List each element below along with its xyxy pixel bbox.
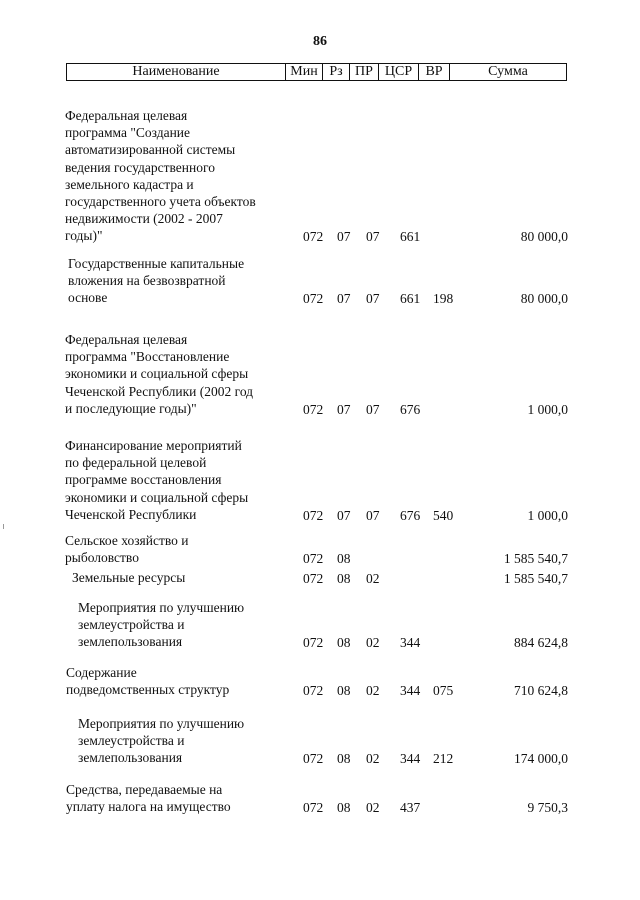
header-csr: ЦСР <box>379 64 419 80</box>
row-csr: 344 <box>400 682 421 698</box>
row-vr: 198 <box>433 290 454 306</box>
row-name: Средства, передаваемые на уплату налога на имущество <box>66 782 231 815</box>
row-name: Содержание подведомственных структур <box>66 665 230 698</box>
row-sum: 884 624,8 <box>514 634 568 650</box>
row-vr: 212 <box>433 750 454 766</box>
row-csr: 676 <box>400 507 421 523</box>
row-pr: 07 <box>366 401 380 417</box>
row-min: 072 <box>303 401 324 417</box>
table-row <box>0 569 640 587</box>
row-name: Земельные ресурсы <box>72 570 186 585</box>
page-number: 86 <box>313 34 327 49</box>
table-row <box>0 599 640 651</box>
row-name: Федеральная целевая программа "Создание автоматизированной системы ведения государственного земельного кадастра и государственного учета объектов недвижимости (2002 - 2007 годы)" <box>65 108 256 244</box>
row-name: Мероприятия по улучшению землеустройства и землепользования <box>78 600 245 650</box>
row-sum: 9 750,3 <box>527 799 568 815</box>
table-row <box>0 781 640 816</box>
row-sum: 1 000,0 <box>527 401 568 417</box>
table-row <box>0 331 640 418</box>
table-row <box>0 664 640 699</box>
row-pr: 02 <box>366 634 380 650</box>
row-sum: 80 000,0 <box>520 228 568 244</box>
row-rz: 07 <box>337 228 351 244</box>
row-sum: 1 000,0 <box>527 507 568 523</box>
table-header <box>66 63 567 81</box>
table-row <box>0 437 640 524</box>
header-sum: Сумма <box>488 64 528 79</box>
row-pr: 02 <box>366 799 380 815</box>
row-min: 072 <box>303 682 324 698</box>
row-name: Сельское хозяйство и рыболовство <box>65 533 189 566</box>
row-pr: 07 <box>366 290 380 306</box>
row-pr: 07 <box>366 228 380 244</box>
row-rz: 08 <box>337 682 351 698</box>
row-rz: 08 <box>337 634 351 650</box>
row-min: 072 <box>303 290 324 306</box>
row-min: 072 <box>303 750 324 766</box>
row-sum: 174 000,0 <box>514 750 568 766</box>
row-name: Мероприятия по улучшению землеустройства и землепользования <box>78 716 245 766</box>
row-csr: 344 <box>400 750 421 766</box>
row-rz: 07 <box>337 401 351 417</box>
row-rz: 08 <box>337 570 351 586</box>
row-vr: 075 <box>433 682 454 698</box>
row-rz: 07 <box>337 290 351 306</box>
row-csr: 676 <box>400 401 421 417</box>
row-pr: 02 <box>366 570 380 586</box>
table-row <box>0 532 640 567</box>
row-csr: 437 <box>400 799 421 815</box>
row-min: 072 <box>303 507 324 523</box>
scan-edge-mark <box>3 524 4 529</box>
table-row <box>0 107 640 245</box>
row-min: 072 <box>303 799 324 815</box>
header-pr: ПР <box>350 64 379 80</box>
row-min: 072 <box>303 550 324 566</box>
row-sum: 710 624,8 <box>514 682 568 698</box>
row-rz: 07 <box>337 507 351 523</box>
row-name: Федеральная целевая программа "Восстановление экономики и социальной сферы Чеченской Республики (2002 год и последующие годы)" <box>65 332 254 416</box>
row-min: 072 <box>303 634 324 650</box>
header-name: Наименование <box>67 64 286 80</box>
header-min: Мин <box>286 64 323 80</box>
row-sum: 1 585 540,7 <box>503 550 568 566</box>
row-sum: 1 585 540,7 <box>503 570 568 586</box>
row-min: 072 <box>303 228 324 244</box>
row-vr: 540 <box>433 507 454 523</box>
header-vr: ВР <box>419 64 450 80</box>
row-pr: 07 <box>366 507 380 523</box>
row-pr: 02 <box>366 750 380 766</box>
row-csr: 661 <box>400 228 421 244</box>
row-name: Финансирование мероприятий по федеральной целевой программе восстановления экономики и социальной сферы Чеченской Республики <box>65 438 249 522</box>
row-pr: 02 <box>366 682 380 698</box>
row-csr: 661 <box>400 290 421 306</box>
table-row <box>0 255 640 307</box>
table-row <box>0 715 640 767</box>
header-rz: Рз <box>323 64 350 80</box>
row-rz: 08 <box>337 750 351 766</box>
row-name: Государственные капитальные вложения на безвозвратной основе <box>68 256 245 306</box>
row-rz: 08 <box>337 799 351 815</box>
row-min: 072 <box>303 570 324 586</box>
row-rz: 08 <box>337 550 351 566</box>
row-csr: 344 <box>400 634 421 650</box>
row-sum: 80 000,0 <box>520 290 568 306</box>
